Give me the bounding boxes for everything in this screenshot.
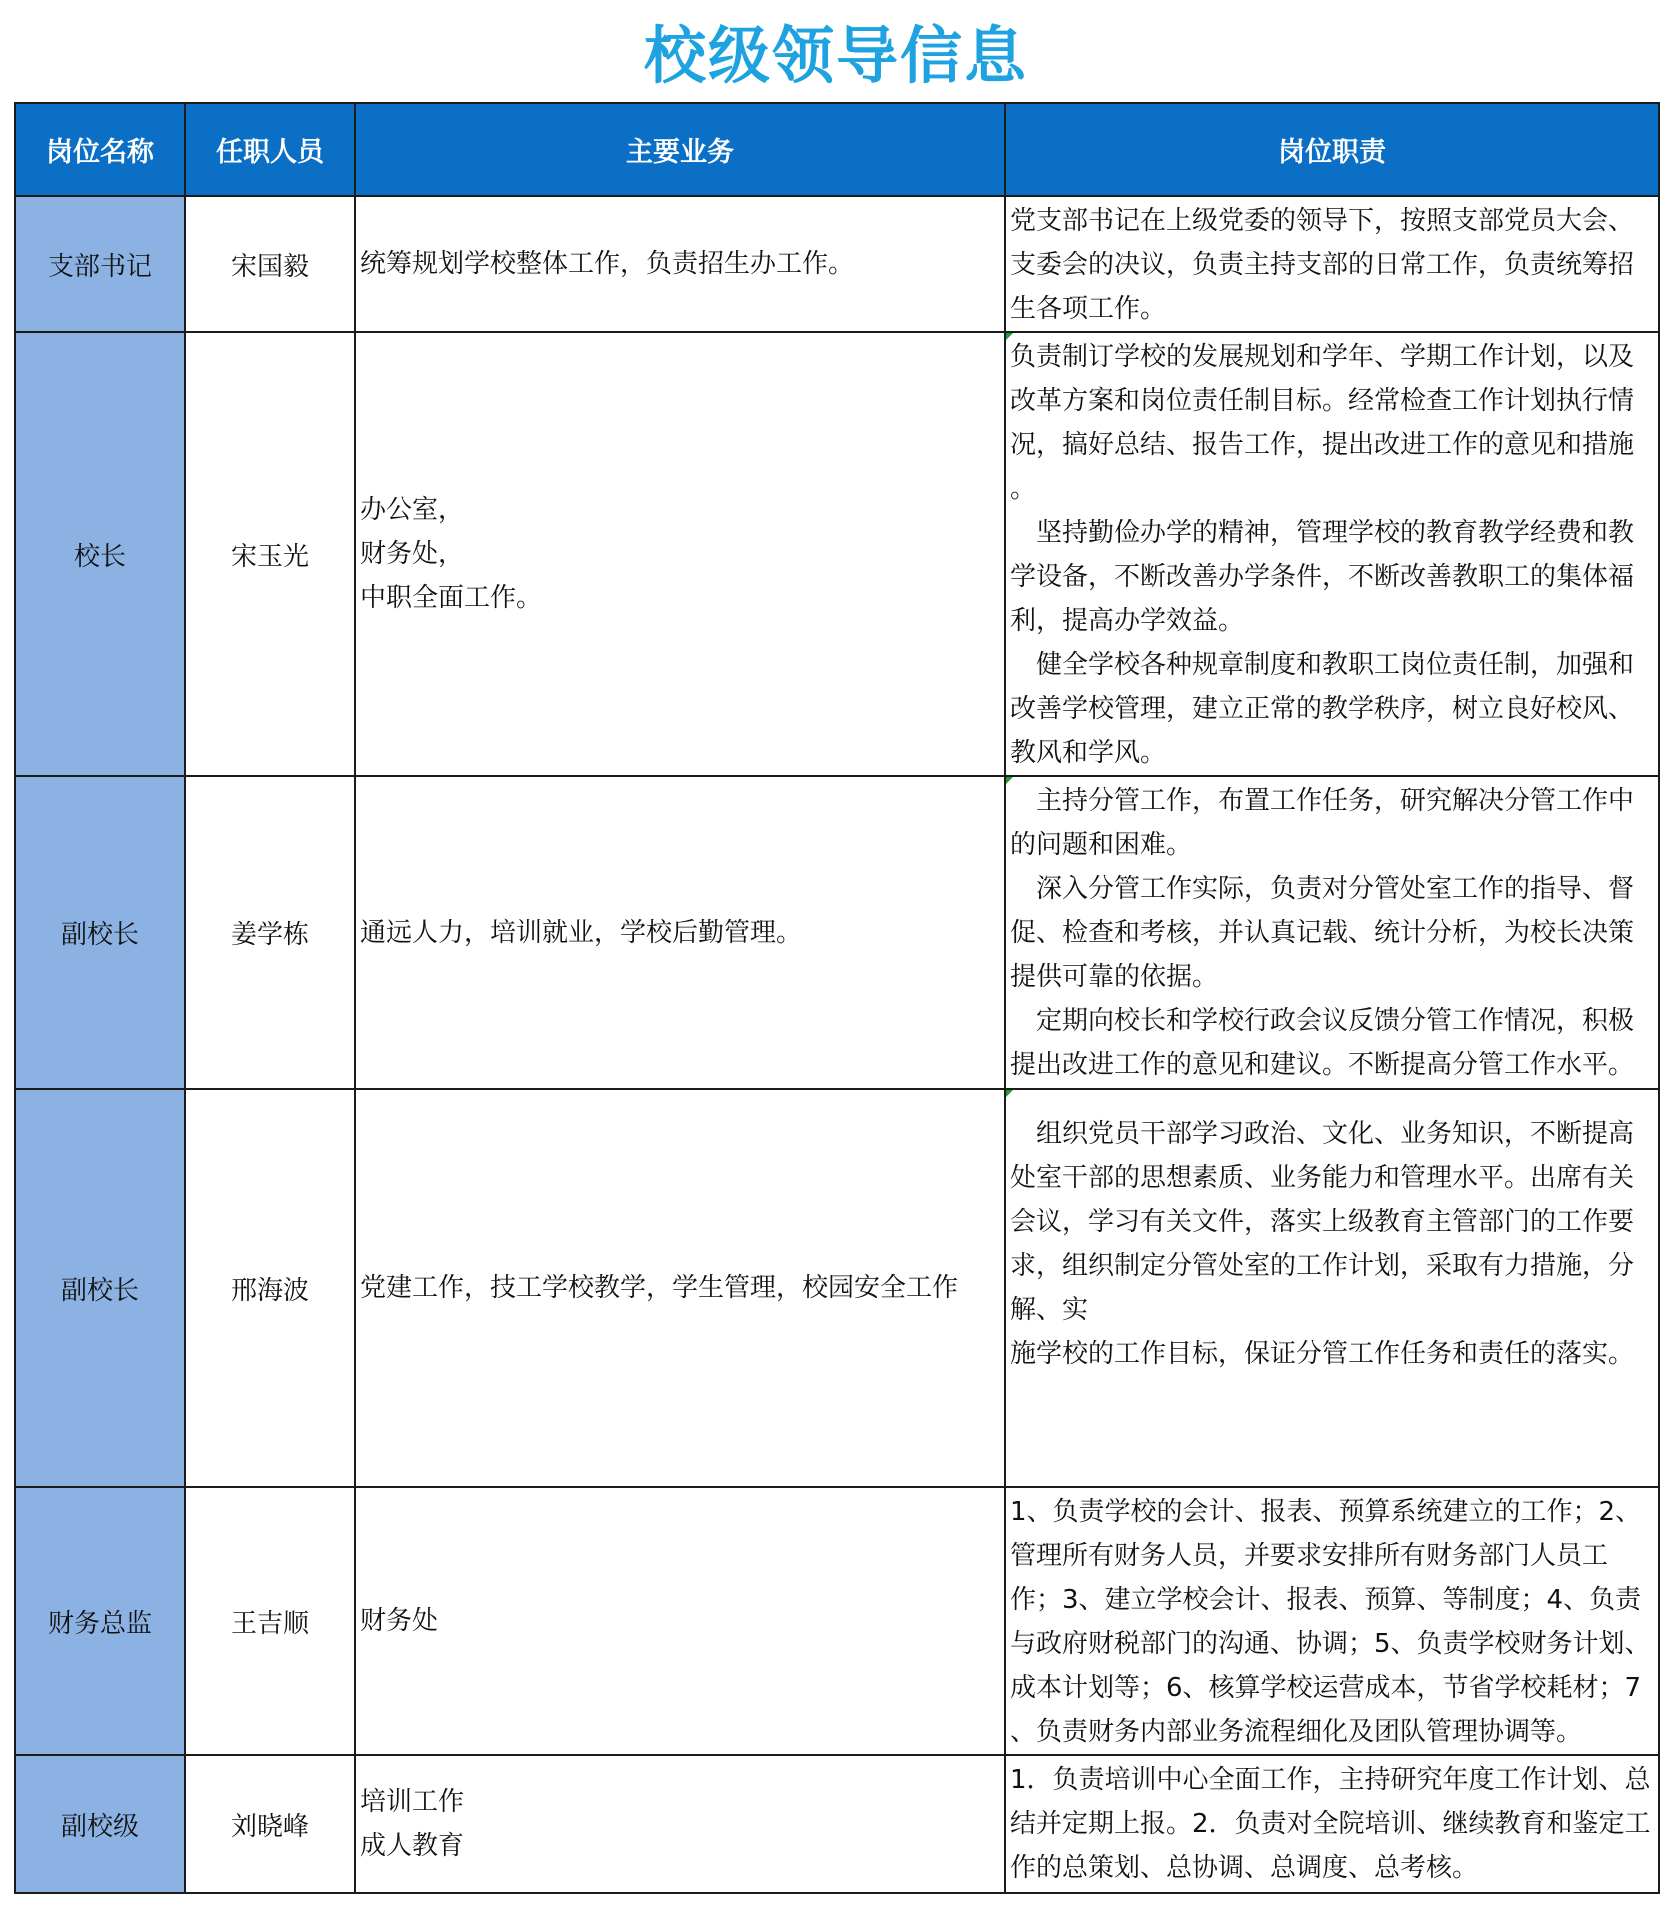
business-line: 财务处 <box>360 1606 439 1636</box>
duty-line: 定期向校长和学校行政会议反馈分管工作情况，积极 <box>1010 1006 1635 1036</box>
duty-line: 促、检查和考核，并认真记载、统计分析，为校长决策 <box>1010 918 1635 948</box>
table-row <box>15 332 1659 776</box>
duty-line: 学设备，不断改善办学条件，不断改善教职工的集体福 <box>1010 562 1635 592</box>
cell-position: 校长 <box>15 332 185 776</box>
cell-duties <box>1005 332 1659 776</box>
duty-line: 与政府财税部门的沟通、协调；5、负责学校财务计划、 <box>1010 1629 1651 1659</box>
cell-person: 王吉顺 <box>185 1487 355 1755</box>
duty-line: 况，搞好总结、报告工作，提出改进工作的意见和措施 <box>1010 430 1635 460</box>
cell-duties <box>1005 1755 1659 1893</box>
business-line: 中职全面工作。 <box>360 583 543 613</box>
duty-line: 作；3、建立学校会计、报表、预算、等制度；4、负责 <box>1010 1585 1642 1615</box>
cell-business <box>355 1089 1005 1487</box>
duty-line: 管理所有财务人员，并要求安排所有财务部门人员工 <box>1010 1541 1609 1571</box>
duty-line: 主持分管工作，布置工作任务，研究解决分管工作中 <box>1010 786 1635 816</box>
duty-line: 处室干部的思想素质、业务能力和管理水平。出席有关 <box>1010 1163 1635 1193</box>
duty-line: 1．负责培训中心全面工作，主持研究年度工作计划、总 <box>1010 1765 1651 1795</box>
cell-position: 财务总监 <box>15 1487 185 1755</box>
table-row <box>15 1755 1659 1893</box>
table-row <box>15 1487 1659 1755</box>
table-row <box>15 196 1659 332</box>
table-row <box>15 1089 1659 1487</box>
duty-line: 求，组织制定分管处室的工作计划，采取有力措施，分 <box>1010 1251 1635 1281</box>
business-line: 培训工作 <box>360 1787 465 1817</box>
duty-line: 施学校的工作目标，保证分管工作任务和责任的落实。 <box>1010 1339 1635 1369</box>
cell-position: 副校长 <box>15 776 185 1089</box>
cell-position: 支部书记 <box>15 196 185 332</box>
duty-line: 改善学校管理，建立正常的教学秩序，树立良好校风、 <box>1010 694 1635 724</box>
duty-line: 1、负责学校的会计、报表、预算系统建立的工作；2、 <box>1010 1497 1642 1527</box>
cell-duties <box>1005 196 1659 332</box>
duty-line: 支委会的决议，负责主持支部的日常工作，负责统筹招 <box>1010 250 1635 280</box>
duty-line: 健全学校各种规章制度和教职工岗位责任制，加强和 <box>1010 650 1635 680</box>
comment-marker-icon <box>1006 777 1013 784</box>
comment-marker-icon <box>1006 333 1013 340</box>
header-business: 主要业务 <box>355 103 1005 196</box>
cell-business <box>355 776 1005 1089</box>
cell-business <box>355 1487 1005 1755</box>
page-title: 校级领导信息 <box>643 18 1028 92</box>
duty-line: 利，提高办学效益。 <box>1010 606 1245 636</box>
duty-line: 深入分管工作实际，负责对分管处室工作的指导、督 <box>1010 874 1635 904</box>
duty-line: 提出改进工作的意见和建议。不断提高分管工作水平。 <box>1010 1050 1635 1080</box>
duty-line: 成本计划等；6、核算学校运营成本，节省学校耗材；7 <box>1010 1673 1642 1703</box>
duty-line: 党支部书记在上级党委的领导下，按照支部党员大会、 <box>1010 206 1635 236</box>
cell-duties <box>1005 1089 1659 1487</box>
cell-person: 宋玉光 <box>185 332 355 776</box>
duty-line: 解、实 <box>1010 1295 1089 1325</box>
cell-person: 宋国毅 <box>185 196 355 332</box>
duty-line: 。 <box>1010 474 1037 504</box>
comment-marker-icon <box>1006 1090 1013 1097</box>
duty-line: 组织党员干部学习政治、文化、业务知识，不断提高 <box>1010 1119 1635 1149</box>
cell-position: 副校长 <box>15 1089 185 1487</box>
cell-business <box>355 332 1005 776</box>
business-line: 党建工作，技工学校教学，学生管理，校园安全工作 <box>360 1273 959 1303</box>
business-line: 统筹规划学校整体工作，负责招生办工作。 <box>360 249 855 279</box>
duty-line: 的问题和困难。 <box>1010 830 1193 860</box>
leadership-table <box>14 102 1660 1894</box>
business-line: 成人教育 <box>360 1831 465 1861</box>
cell-person: 邢海波 <box>185 1089 355 1487</box>
business-line: 财务处， <box>360 539 465 569</box>
cell-business <box>355 196 1005 332</box>
cell-person: 刘晓峰 <box>185 1755 355 1893</box>
duty-line: 改革方案和岗位责任制目标。经常检查工作计划执行情 <box>1010 386 1635 416</box>
duty-line: 坚持勤俭办学的精神，管理学校的教育教学经费和教 <box>1010 518 1635 548</box>
header-position: 岗位名称 <box>15 103 185 196</box>
duty-line: 会议，学习有关文件，落实上级教育主管部门的工作要 <box>1010 1207 1635 1237</box>
cell-duties <box>1005 1487 1659 1755</box>
header-person: 任职人员 <box>185 103 355 196</box>
header-row <box>15 103 1659 196</box>
business-line: 办公室， <box>360 495 465 525</box>
duty-line: 生各项工作。 <box>1010 294 1167 324</box>
duty-line: 教风和学风。 <box>1010 738 1167 768</box>
cell-position: 副校级 <box>15 1755 185 1893</box>
duty-line: 作的总策划、总协调、总调度、总考核。 <box>1010 1853 1479 1883</box>
duty-line: 、负责财务内部业务流程细化及团队管理协调等。 <box>1010 1717 1583 1747</box>
duty-line: 提供可靠的依据。 <box>1010 962 1219 992</box>
cell-person: 姜学栋 <box>185 776 355 1089</box>
business-line: 通远人力，培训就业，学校后勤管理。 <box>360 917 803 948</box>
cell-duties <box>1005 776 1659 1089</box>
duty-line: 结并定期上报。2．负责对全院培训、继续教育和鉴定工 <box>1010 1809 1651 1839</box>
cell-business <box>355 1755 1005 1893</box>
header-duties: 岗位职责 <box>1005 103 1659 196</box>
duty-line: 负责制订学校的发展规划和学年、学期工作计划，以及 <box>1010 342 1635 372</box>
table-row <box>15 776 1659 1089</box>
